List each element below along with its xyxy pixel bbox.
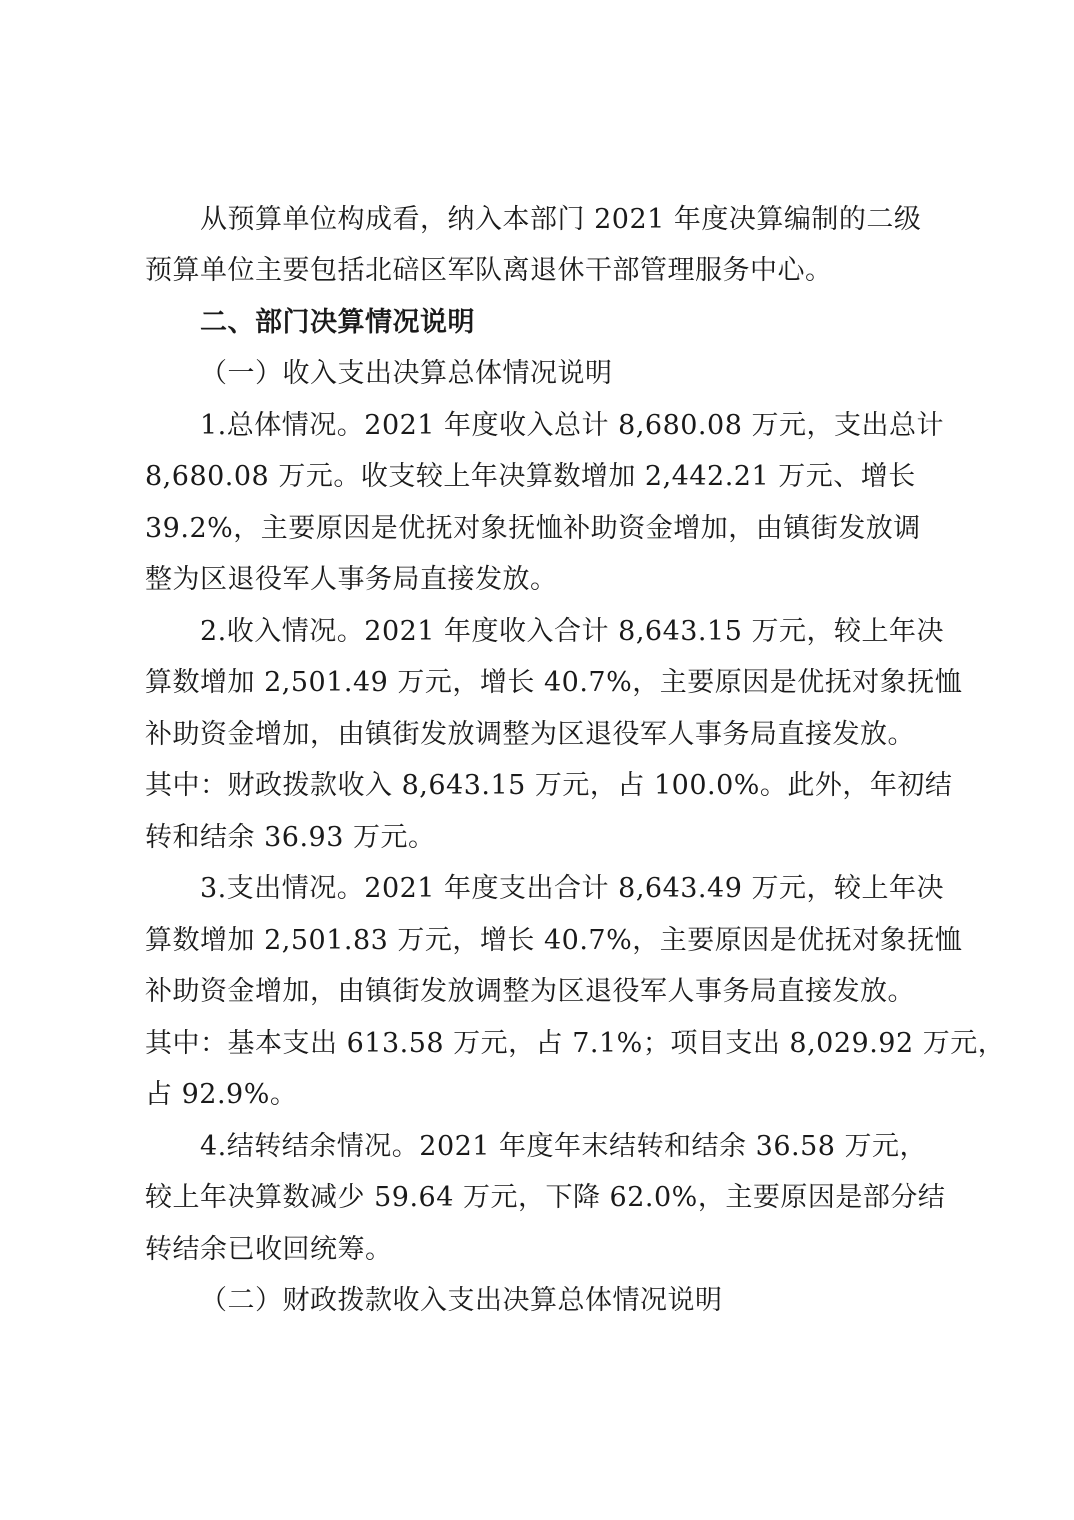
- paragraph-line: 补助资金增加，由镇街发放调整为区退役军人事务局直接发放。: [145, 719, 915, 750]
- paragraph-line: 2.收入情况。2021 年度收入合计 8,643.15 万元，较上年决: [200, 616, 944, 647]
- paragraph-line: 算数增加 2,501.83 万元，增长 40.7%，主要原因是优抚对象抚恤: [145, 925, 963, 956]
- paragraph-line: 4.结转结余情况。2021 年度年末结转和结余 36.58 万元，: [200, 1131, 928, 1162]
- paragraph-line: 预算单位主要包括北碚区军队离退休干部管理服务中心。: [145, 255, 833, 286]
- paragraph-line: 补助资金增加，由镇街发放调整为区退役军人事务局直接发放。: [145, 976, 915, 1007]
- paragraph-line: 算数增加 2,501.49 万元，增长 40.7%，主要原因是优抚对象抚恤: [145, 667, 963, 698]
- paragraph-line: 其中：基本支出 613.58 万元，占 7.1%；项目支出 8,029.92 万元，: [145, 1028, 1006, 1059]
- paragraph-line: 3.支出情况。2021 年度支出合计 8,643.49 万元，较上年决: [200, 873, 944, 904]
- paragraph-line: 转和结余 36.93 万元。: [145, 822, 436, 853]
- paragraph-line: 整为区退役军人事务局直接发放。: [145, 564, 558, 595]
- paragraph-line: 从预算单位构成看，纳入本部门 2021 年度决算编制的二级: [200, 204, 922, 235]
- section-heading: 二、部门决算情况说明: [200, 307, 475, 338]
- subsection-heading: （二）财政拨款收入支出决算总体情况说明: [200, 1285, 723, 1316]
- paragraph-line: 占 92.9%。: [145, 1079, 298, 1110]
- paragraph-line: 39.2%，主要原因是优抚对象抚恤补助资金增加，由镇街发放调: [145, 513, 921, 544]
- paragraph-line: 其中：财政拨款收入 8,643.15 万元，占 100.0%。此外，年初结: [145, 770, 953, 801]
- paragraph-line: 8,680.08 万元。收支较上年决算数增加 2,442.21 万元、增长: [145, 461, 916, 492]
- subsection-heading: （一）收入支出决算总体情况说明: [200, 358, 613, 389]
- paragraph-line: 1.总体情况。2021 年度收入总计 8,680.08 万元，支出总计: [200, 410, 944, 441]
- paragraph-line: 转结余已收回统筹。: [145, 1234, 393, 1265]
- paragraph-line: 较上年决算数减少 59.64 万元，下降 62.0%，主要原因是部分结: [145, 1182, 946, 1213]
